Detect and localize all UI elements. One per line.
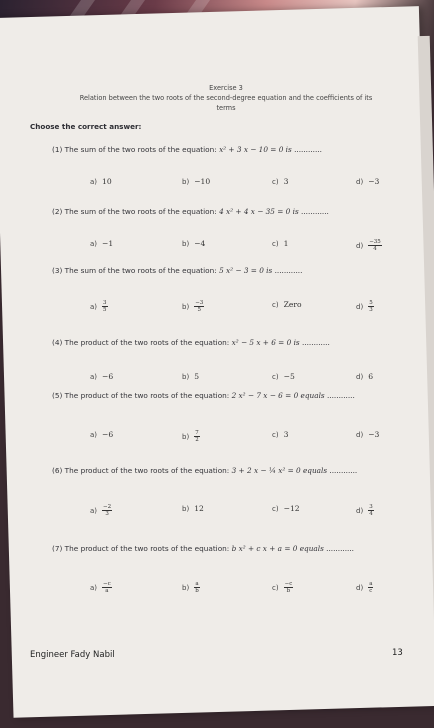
option-letter: d)	[356, 373, 364, 381]
fraction-numerator: −35	[369, 239, 381, 245]
option-letter: d)	[356, 431, 364, 439]
exercise-number: Exercise 3	[209, 84, 243, 92]
option-fraction	[194, 581, 200, 594]
question-text: The sum of the two roots of the equation:	[64, 145, 217, 154]
option-2-c[interactable]	[272, 239, 288, 248]
author-name: Engineer Fady Nabil	[30, 650, 115, 660]
fraction-numerator: 3	[369, 504, 373, 510]
option-7-d[interactable]	[356, 581, 373, 594]
question-equation: 2 x² − 7 x − 6 = 0 equals ............	[231, 391, 355, 400]
question-1	[52, 145, 322, 154]
question-2	[52, 207, 329, 216]
option-fraction	[194, 430, 200, 443]
option-value: −3	[368, 430, 380, 439]
option-3-d[interactable]	[356, 300, 374, 313]
option-3-c[interactable]	[272, 300, 302, 309]
question-equation: x² + 3 x − 10 = 0 is ............	[219, 145, 322, 154]
option-fraction	[368, 300, 374, 313]
option-letter: d)	[356, 241, 364, 250]
option-fraction	[102, 581, 112, 594]
question-text: The product of the two roots of the equation:	[64, 338, 230, 347]
option-1-b[interactable]	[182, 177, 210, 186]
question-text: The product of the two roots of the equation:	[64, 391, 230, 400]
fraction-denominator: 5	[103, 307, 107, 313]
fraction-numerator: 3	[103, 300, 107, 306]
fraction-numerator: a	[195, 581, 199, 587]
option-value: −6	[102, 430, 114, 439]
option-letter: b)	[182, 373, 190, 381]
fraction-numerator: −c	[103, 581, 111, 587]
option-letter: a)	[90, 583, 98, 592]
option-5-b[interactable]	[182, 430, 200, 443]
option-letter: c)	[272, 301, 279, 309]
option-2-a[interactable]	[90, 239, 113, 248]
option-5-d[interactable]	[356, 430, 379, 439]
option-fraction	[194, 300, 204, 313]
fraction-denominator: c	[369, 588, 373, 594]
option-fraction	[102, 300, 108, 313]
question-equation: b x² + c x + a = 0 equals ............	[231, 544, 354, 553]
question-equation: 3 + 2 x − ¼ x² = 0 equals ............	[231, 466, 358, 475]
fraction-denominator: 3	[369, 307, 373, 313]
option-value: 1	[283, 239, 289, 248]
option-letter: d)	[356, 178, 364, 186]
option-value: −6	[102, 372, 114, 381]
question-3	[52, 266, 302, 275]
question-text: The product of the two roots of the equation:	[64, 544, 230, 553]
option-4-d[interactable]	[356, 372, 373, 381]
option-5-a[interactable]	[90, 430, 113, 439]
fraction-numerator: −2	[103, 504, 112, 510]
option-letter: c)	[272, 240, 279, 248]
option-fraction	[368, 239, 382, 252]
option-5-c[interactable]	[272, 430, 288, 439]
question-text: The sum of the two roots of the equation:	[64, 207, 217, 216]
option-letter: c)	[272, 583, 279, 592]
option-value: 12	[194, 504, 204, 513]
instruction: Choose the correct answer:	[30, 122, 142, 131]
option-value: 5	[194, 372, 200, 381]
option-letter: b)	[182, 240, 190, 248]
option-value: −1	[102, 239, 114, 248]
question-equation: 5 x² − 3 = 0 is ............	[219, 266, 303, 275]
page-number: 13	[392, 648, 403, 658]
option-fraction	[284, 581, 294, 594]
fraction-numerator: −c	[284, 581, 293, 587]
question-text: The sum of the two roots of the equation:	[64, 266, 217, 275]
option-value: Zero	[283, 300, 302, 309]
option-7-b[interactable]	[182, 581, 200, 594]
option-letter: c)	[272, 431, 279, 439]
option-letter: a)	[90, 302, 98, 311]
option-fraction	[102, 504, 112, 517]
option-value: 3	[283, 430, 289, 439]
option-fraction	[368, 504, 374, 517]
option-7-c[interactable]	[272, 581, 293, 594]
option-3-a[interactable]	[90, 300, 108, 313]
option-letter: a)	[90, 506, 98, 515]
question-number: (5)	[52, 391, 63, 400]
option-1-a[interactable]	[90, 177, 112, 186]
fraction-numerator: −3	[195, 300, 204, 306]
question-equation: x² − 5 x + 6 = 0 is ............	[231, 338, 330, 347]
question-4	[52, 338, 330, 347]
option-letter: d)	[356, 302, 364, 311]
option-value: −12	[283, 504, 300, 513]
fraction-numerator: a	[369, 581, 373, 587]
option-6-b[interactable]	[182, 504, 204, 513]
question-text: The product of the two roots of the equation:	[64, 466, 230, 475]
option-letter: d)	[356, 506, 364, 515]
option-value: 10	[102, 177, 112, 186]
option-letter: a)	[90, 373, 98, 381]
option-value: 6	[368, 372, 374, 381]
option-letter: b)	[182, 505, 190, 513]
question-number: (2)	[52, 207, 63, 216]
option-2-b[interactable]	[182, 239, 205, 248]
fraction-denominator: 3	[105, 511, 109, 517]
fraction-denominator: 4	[369, 511, 373, 517]
question-number: (1)	[52, 145, 63, 154]
option-letter: b)	[182, 178, 190, 186]
option-letter: c)	[272, 373, 279, 381]
option-6-c[interactable]	[272, 504, 300, 513]
option-value: 3	[283, 177, 289, 186]
exercise-title-line1: Relation between the two roots of the second-degree equation and the coefficients of its	[79, 94, 373, 102]
question-number: (7)	[52, 544, 63, 553]
fraction-denominator: b	[286, 588, 291, 594]
option-value: −5	[283, 372, 295, 381]
fraction-denominator: 5	[197, 307, 201, 313]
option-6-a[interactable]	[90, 504, 112, 517]
fraction-denominator: 4	[373, 246, 377, 252]
fraction-denominator: b	[195, 588, 199, 594]
option-letter: d)	[356, 583, 364, 592]
option-4-c[interactable]	[272, 372, 295, 381]
fraction-denominator: 2	[195, 437, 199, 443]
option-letter: c)	[272, 505, 279, 513]
option-7-a[interactable]	[90, 581, 112, 594]
option-4-a[interactable]	[90, 372, 113, 381]
option-4-b[interactable]	[182, 372, 199, 381]
question-7	[52, 544, 354, 553]
exercise-title-line2: terms	[216, 104, 236, 112]
question-number: (6)	[52, 466, 63, 475]
option-2-d[interactable]	[356, 239, 382, 252]
option-6-d[interactable]	[356, 504, 374, 517]
option-value: −3	[368, 177, 380, 186]
option-letter: a)	[90, 431, 98, 439]
option-letter: c)	[272, 178, 279, 186]
option-1-d[interactable]	[356, 177, 379, 186]
option-letter: a)	[90, 240, 98, 248]
option-3-b[interactable]	[182, 300, 204, 313]
question-number: (4)	[52, 338, 63, 347]
fraction-numerator: 7	[195, 430, 199, 436]
question-6	[52, 466, 357, 475]
option-value: −10	[194, 177, 211, 186]
question-equation: 4 x² + 4 x − 35 = 0 is ............	[219, 207, 329, 216]
option-letter: b)	[182, 583, 190, 592]
question-number: (3)	[52, 266, 63, 275]
option-value: −4	[194, 239, 206, 248]
option-1-c[interactable]	[272, 177, 288, 186]
option-letter: a)	[90, 178, 98, 186]
fraction-denominator: a	[105, 588, 109, 594]
question-5	[52, 391, 355, 400]
option-letter: b)	[182, 432, 190, 441]
option-fraction	[368, 581, 373, 594]
fraction-numerator: 5	[369, 300, 373, 306]
option-letter: b)	[182, 302, 190, 311]
